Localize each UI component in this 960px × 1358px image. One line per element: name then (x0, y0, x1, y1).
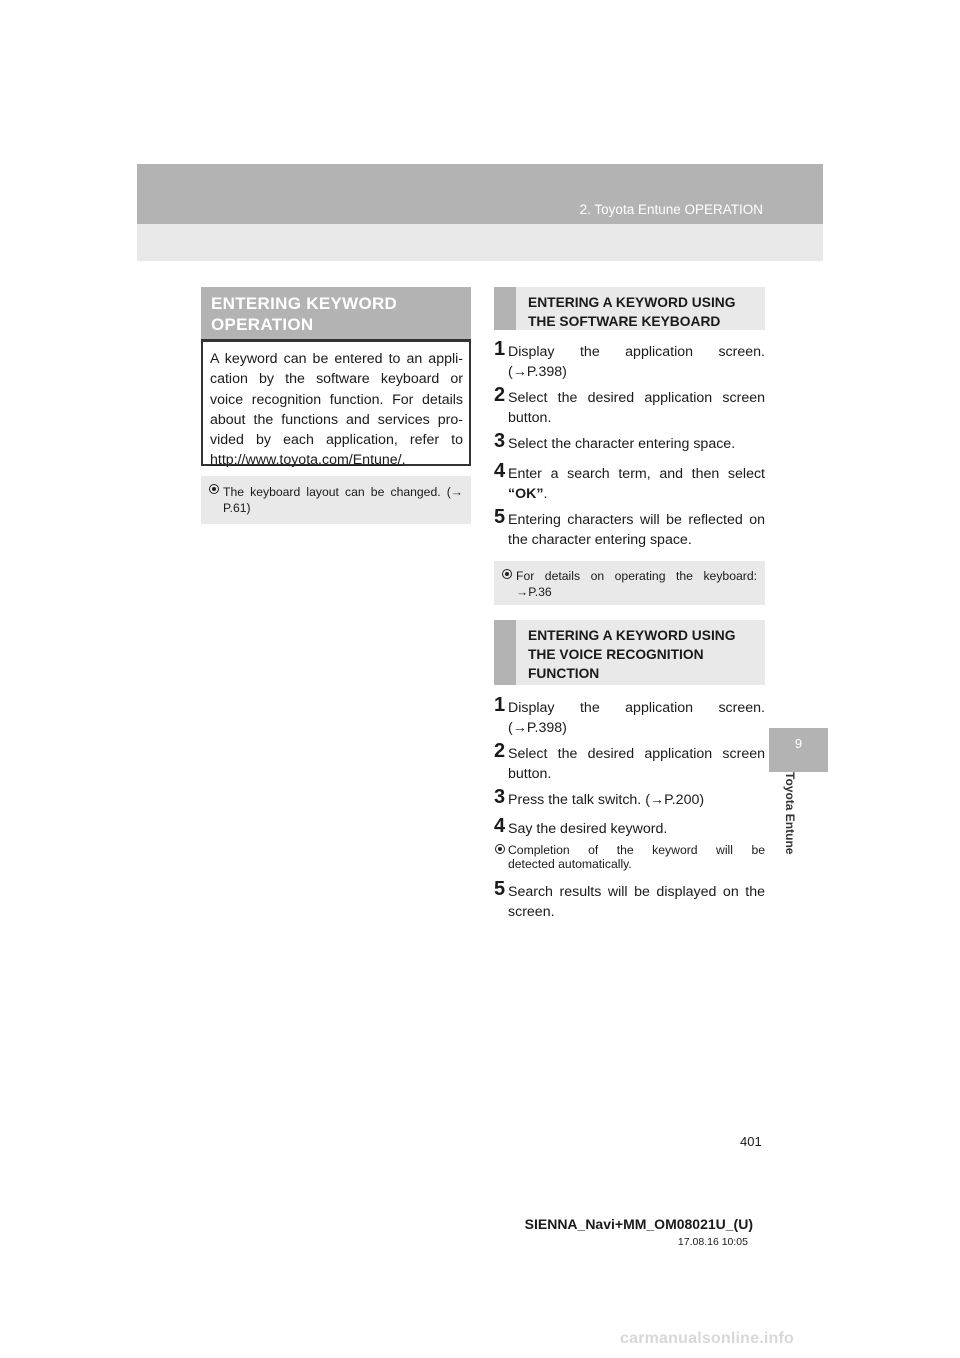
step-text-2: (→P.398) (508, 720, 567, 737)
section-title: 2. Toyota Entune OPERATION (579, 202, 763, 217)
header-bar (137, 164, 823, 224)
heading-text: ENTERING A KEYWORD USING THE VOICE RECOGNITION FUNCTION (528, 628, 736, 681)
step-number: 5 (494, 506, 506, 528)
step-2 (494, 740, 765, 785)
chapter-label: Toyota Entune (783, 772, 797, 855)
header-band (137, 224, 823, 261)
step-5 (494, 506, 765, 551)
step-number: 3 (494, 786, 506, 808)
step-text: Enter a search term, and then select (508, 466, 765, 482)
heading-text: ENTERING KEYWORD OPERATION (211, 294, 398, 334)
document-code: SIENNA_Navi+MM_OM08021U_(U) (524, 1216, 753, 1232)
step-text: Press the talk switch. (→P.200) (508, 792, 705, 808)
software-keyboard-heading (494, 287, 765, 330)
step-text: Display the application screen. (508, 344, 765, 360)
bullet-icon (496, 845, 504, 853)
step-3 (494, 430, 765, 454)
note-text: For details on operating the keyboard: →P.36 (516, 569, 757, 599)
step-number: 1 (494, 338, 506, 360)
step-text-end: . (543, 486, 548, 503)
heading-bar (494, 287, 516, 330)
entune-link[interactable]: http://www.toyota.com/Entune/ (210, 452, 402, 469)
step-2 (494, 384, 765, 429)
intro-box (201, 342, 471, 469)
step-text: Select the desired application screen (508, 390, 765, 406)
keyboard-layout-note (201, 476, 471, 524)
keyboard-details-note (494, 561, 765, 605)
step-number: 2 (494, 740, 506, 762)
bullet-icon (210, 485, 218, 493)
note-text-2: detected automatically. (508, 857, 632, 871)
document-timestamp: 17.08.16 10:05 (677, 1236, 748, 1248)
step-number: 4 (494, 815, 506, 837)
chapter-label-tab (769, 772, 809, 902)
step-text-2: screen. (508, 904, 555, 921)
heading-text: ENTERING A KEYWORD USING THE SOFTWARE KEYBOARD (528, 295, 736, 329)
step-4 (494, 815, 765, 839)
note-text: The keyboard layout can be changed. (→ P.61) (223, 485, 463, 515)
entering-keyword-heading (201, 287, 471, 342)
step-text: Say the desired keyword. (508, 821, 668, 837)
step-number: 4 (494, 460, 506, 482)
bullet-icon (503, 570, 511, 578)
chapter-number-tab (769, 728, 828, 772)
step-text-2: button. (508, 410, 552, 427)
step-text-2: (→P.398) (508, 364, 567, 381)
step-3 (494, 786, 765, 810)
step-4 (494, 460, 765, 505)
intro-end: . (401, 452, 406, 469)
heading-bar (494, 620, 516, 685)
step-5 (494, 878, 765, 923)
intro-paragraph (210, 349, 463, 471)
chapter-number: 9 (794, 736, 803, 751)
step-number: 1 (494, 694, 506, 716)
step-text: Search results will be displayed on the (508, 884, 765, 900)
step-text-2: the character entering space. (508, 532, 692, 549)
ok-label: “OK” (508, 486, 544, 503)
intro-text: A keyword can be entered to an appli-cation by the software keyboard or voice recognition function. For details about the functions and services pro-vided by each application, refer to (210, 351, 463, 449)
step-number: 5 (494, 878, 506, 900)
step-1 (494, 338, 765, 383)
step-text-2: button. (508, 766, 552, 783)
note-text: Completion of the keyword will be (508, 843, 765, 857)
voice-recognition-heading (494, 620, 765, 685)
step-number: 3 (494, 430, 506, 452)
watermark: carmanualsonline.info (620, 1330, 795, 1347)
step-number: 2 (494, 384, 506, 406)
step-text: Select the character entering space. (508, 436, 736, 452)
step-text: Select the desired application screen (508, 746, 765, 762)
completion-note (494, 843, 765, 871)
page-number: 401 (740, 1134, 762, 1149)
step-text: Display the application screen. (508, 700, 765, 716)
step-text: Entering characters will be reflected on (508, 512, 765, 528)
step-1 (494, 694, 765, 739)
